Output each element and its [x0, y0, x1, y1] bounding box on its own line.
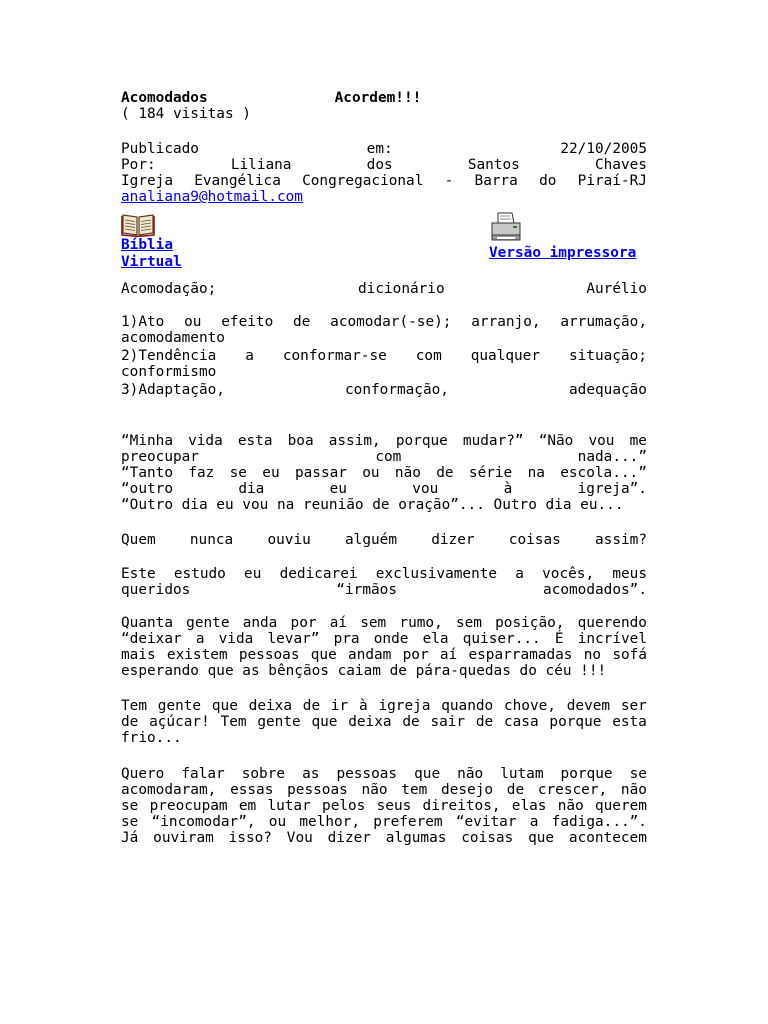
word: incrível [577, 631, 647, 648]
word: nunca [189, 531, 234, 548]
word: queridos [121, 581, 191, 598]
word: aí [439, 647, 458, 664]
word: se [121, 797, 139, 814]
print-version-link[interactable]: Versão impressora [489, 244, 637, 261]
word: Publicado [121, 141, 199, 158]
word: assim, [328, 432, 381, 449]
word: a [515, 565, 524, 582]
word: Evangélica [194, 173, 281, 190]
word: situação; [568, 347, 647, 364]
paragraph-5-line-2 [121, 782, 647, 798]
word: Liliana [230, 157, 292, 174]
word: coisas [461, 829, 514, 846]
word: tem [401, 781, 428, 798]
word: 3)Adaptação, [121, 381, 225, 398]
word: sem [455, 615, 482, 632]
word: direitos, [422, 797, 501, 814]
word: ou [184, 314, 202, 331]
word: querendo [577, 615, 647, 632]
word: se [121, 813, 139, 830]
word: existem [166, 647, 228, 664]
title-part-1: Acomodados [121, 90, 208, 106]
word: me [629, 432, 647, 449]
word: de [436, 464, 454, 481]
paragraph-4-line-1 [121, 698, 647, 714]
word: que [310, 647, 337, 664]
word: desejo [441, 781, 494, 798]
dictionary-line [121, 281, 647, 297]
definition-1 [121, 314, 647, 330]
word: Quanta [121, 615, 173, 632]
word: eu [244, 565, 262, 582]
word: arrumação, [560, 314, 647, 331]
author-email-link[interactable]: analiana9@hotmail.com [121, 189, 303, 206]
word: de [293, 314, 311, 331]
word: dizer [431, 531, 475, 548]
word: 2)Tendência [121, 347, 217, 364]
word: eu [262, 464, 280, 481]
word: aí [329, 615, 348, 632]
word: Congregacional [302, 173, 424, 190]
word: ouviram [153, 829, 214, 846]
word: falar [181, 765, 225, 782]
author-line [121, 157, 647, 173]
word: essas [230, 781, 274, 798]
paragraph-2-line-1 [121, 566, 647, 582]
word: se [629, 765, 647, 782]
word: Quem [121, 531, 156, 548]
quote-line-2 [121, 449, 647, 465]
quote-line-5: “Outro dia eu vou na reunião de oração”... Outro dia eu... [121, 496, 624, 513]
word: a [529, 813, 539, 830]
word: conformar-se [282, 347, 387, 364]
word: que [414, 765, 441, 782]
word: acomodados”. [543, 581, 647, 598]
word: de [402, 714, 420, 731]
title-part-2: Acordem!!! [334, 90, 422, 106]
word: eu [329, 480, 347, 497]
word: porque [395, 432, 448, 449]
word: Este [121, 565, 156, 582]
word: na [527, 464, 545, 481]
word: vocês, [542, 565, 595, 582]
word: Tem [220, 714, 247, 731]
word: boa [287, 432, 314, 449]
word: ser [620, 698, 647, 715]
word: dos [366, 157, 393, 174]
word: sair [430, 714, 466, 731]
paragraph-2-line-2 [121, 582, 647, 598]
word: esparramadas [468, 647, 573, 664]
word: a [195, 631, 205, 648]
definition-2-cont: conformismo [121, 363, 217, 380]
word: lutam [500, 765, 544, 782]
word: açúcar! [149, 714, 210, 731]
bible-virtual-block [121, 211, 182, 272]
paragraph-1 [121, 532, 647, 548]
word: Tem [121, 698, 147, 715]
word: - [444, 173, 454, 190]
word: acontecem [568, 829, 647, 846]
word: sofá [612, 647, 647, 664]
word: posição, [495, 615, 565, 632]
word: com [415, 347, 442, 364]
paragraph-5-line-1 [121, 766, 647, 782]
word: ela [422, 631, 449, 648]
word: “Minha [121, 432, 173, 449]
word: pra [333, 631, 360, 648]
word: porque [549, 714, 602, 731]
word: ou [362, 464, 380, 481]
word: dedicarei [279, 565, 358, 582]
paragraph-3-line-4: esperando que as bênçãos caiam de pára-quedas do céu !!! [121, 663, 607, 680]
definition-2 [121, 348, 647, 364]
word: escola...” [560, 464, 647, 481]
word: Acomodação; [121, 280, 217, 297]
word: ou [268, 813, 287, 830]
word: onde [373, 631, 409, 648]
word: por [290, 615, 317, 632]
word: faz [188, 464, 215, 481]
word: ir [330, 698, 349, 715]
word: lutar [267, 797, 311, 814]
word: mais [121, 647, 156, 664]
word: “outro [121, 480, 173, 497]
word: “Não [538, 432, 574, 449]
word: em [238, 797, 257, 814]
word: mudar?” [462, 432, 524, 449]
word: 1)Ato [121, 314, 165, 331]
word: passar [294, 464, 347, 481]
word: “incomodar”, [151, 813, 256, 830]
word: pessoas [336, 765, 398, 782]
word: exclusivamente [375, 565, 498, 582]
word: as [302, 765, 320, 782]
word: à [359, 698, 368, 715]
word: do [539, 173, 557, 190]
definition-1-cont: acomodamento [121, 330, 225, 347]
word: rumo, [399, 615, 443, 632]
paragraph-3-line-3 [121, 647, 647, 663]
word: Vou [286, 829, 313, 846]
open-book-icon[interactable] [121, 211, 155, 237]
word: se [229, 464, 247, 481]
word: devem [566, 698, 611, 715]
word: efeito [221, 314, 274, 331]
word: meus [612, 565, 647, 582]
word: ouviu [267, 531, 311, 548]
word: querem [594, 797, 647, 814]
word: que [311, 714, 338, 731]
word: gente [157, 698, 202, 715]
word: algumas [385, 829, 447, 846]
word: preocupar [121, 448, 199, 465]
published-line [121, 141, 647, 157]
word: andam [348, 647, 392, 664]
word: adequação [569, 381, 647, 398]
word: vou [412, 480, 439, 497]
links-row [121, 211, 647, 275]
word: isso? [228, 829, 272, 846]
word: “deixar [121, 631, 182, 648]
word: gente [186, 615, 230, 632]
word: vida [218, 631, 254, 648]
word: levar” [267, 631, 320, 648]
word: vida [188, 432, 223, 449]
paragraph-5-line-5 [121, 830, 647, 846]
word: conformação, [345, 381, 449, 398]
word: sobre [241, 765, 286, 782]
word: Santos [467, 157, 520, 174]
word: preocupam [149, 797, 228, 814]
word: não [557, 797, 584, 814]
paragraph-3-line-2 [121, 631, 647, 647]
print-version-block [489, 211, 647, 261]
word: dicionário [358, 280, 445, 297]
word: esta [612, 714, 647, 731]
word: chove, [503, 698, 556, 715]
word: não [457, 765, 484, 782]
word: Já [121, 829, 139, 846]
word: no [583, 647, 602, 664]
word: É [554, 631, 564, 648]
word: Aurélio [586, 280, 647, 297]
word: nada...” [577, 448, 647, 465]
word: à [503, 480, 513, 497]
word: pessoas [287, 781, 348, 798]
word: “Tanto [121, 464, 173, 481]
word: estudo [173, 565, 226, 582]
word: fadiga...”. [551, 813, 647, 830]
word: por [402, 647, 429, 664]
word: que [528, 829, 555, 846]
word: quando [441, 698, 494, 715]
document-body [121, 90, 647, 846]
word: “irmãos [336, 581, 397, 598]
word: Barra [474, 173, 518, 190]
paragraph-5-line-3 [121, 798, 647, 814]
word: crescer, [537, 781, 608, 798]
visit-count: ( 184 visitas ) [121, 106, 251, 122]
word: Quero [121, 765, 165, 782]
document-title [121, 90, 647, 106]
word: sem [360, 615, 387, 632]
word: Igreja [121, 173, 173, 190]
word: não [361, 781, 388, 798]
word: de [121, 714, 139, 731]
printer-icon[interactable] [489, 211, 523, 243]
paragraph-3-line-1 [121, 615, 647, 631]
paragraph-5-line-4 [121, 814, 647, 830]
quote-line-4 [121, 481, 647, 497]
word: acomodar(-se); [330, 314, 452, 331]
word: “evitar [455, 813, 517, 830]
quote-line-3 [121, 465, 647, 481]
word: alguém [345, 531, 397, 548]
word: preferem [373, 813, 443, 830]
word: qualquer [470, 347, 541, 364]
word: dizer [327, 829, 371, 846]
quote-line-1 [121, 433, 647, 449]
word: vou [588, 432, 615, 449]
word: deixa [348, 714, 392, 731]
word: casa [503, 714, 539, 731]
word: acomodaram, [121, 781, 217, 798]
word: arranjo, [471, 314, 541, 331]
word: quiser... [462, 631, 541, 648]
word: deixa [248, 698, 292, 715]
word: não [620, 781, 647, 798]
word: não [394, 464, 421, 481]
definition-3 [121, 382, 647, 398]
word: anda [242, 615, 278, 632]
bible-virtual-link-line1[interactable]: Bíblia [121, 236, 173, 253]
word: igreja”. [577, 480, 647, 497]
word: dia [238, 480, 265, 497]
word: de [506, 781, 525, 798]
word: de [302, 698, 321, 715]
word: de [475, 714, 494, 731]
paragraph-4-line-2 [121, 714, 647, 730]
word: 22/10/2005 [560, 141, 647, 158]
word: série [468, 464, 513, 481]
word: a [245, 347, 254, 364]
word: Chaves [594, 157, 647, 174]
word: Piraí-RJ [577, 173, 647, 190]
word: Por: [121, 157, 156, 174]
word: melhor, [299, 813, 361, 830]
word: pelos [322, 797, 366, 814]
word: porque [560, 765, 613, 782]
word: gente [257, 714, 301, 731]
word: que [211, 698, 238, 715]
word: pessoas [238, 647, 300, 664]
word: igreja [378, 698, 431, 715]
word: elas [511, 797, 547, 814]
word: coisas [508, 531, 561, 548]
word: esta [237, 432, 273, 449]
word: seus [376, 797, 412, 814]
word: em: [366, 141, 393, 158]
paragraph-4-line-3: frio... [121, 730, 182, 747]
word: assim? [595, 531, 647, 548]
word: com [375, 448, 402, 465]
church-line [121, 173, 647, 189]
bible-virtual-link-line2[interactable]: Virtual [121, 254, 182, 271]
